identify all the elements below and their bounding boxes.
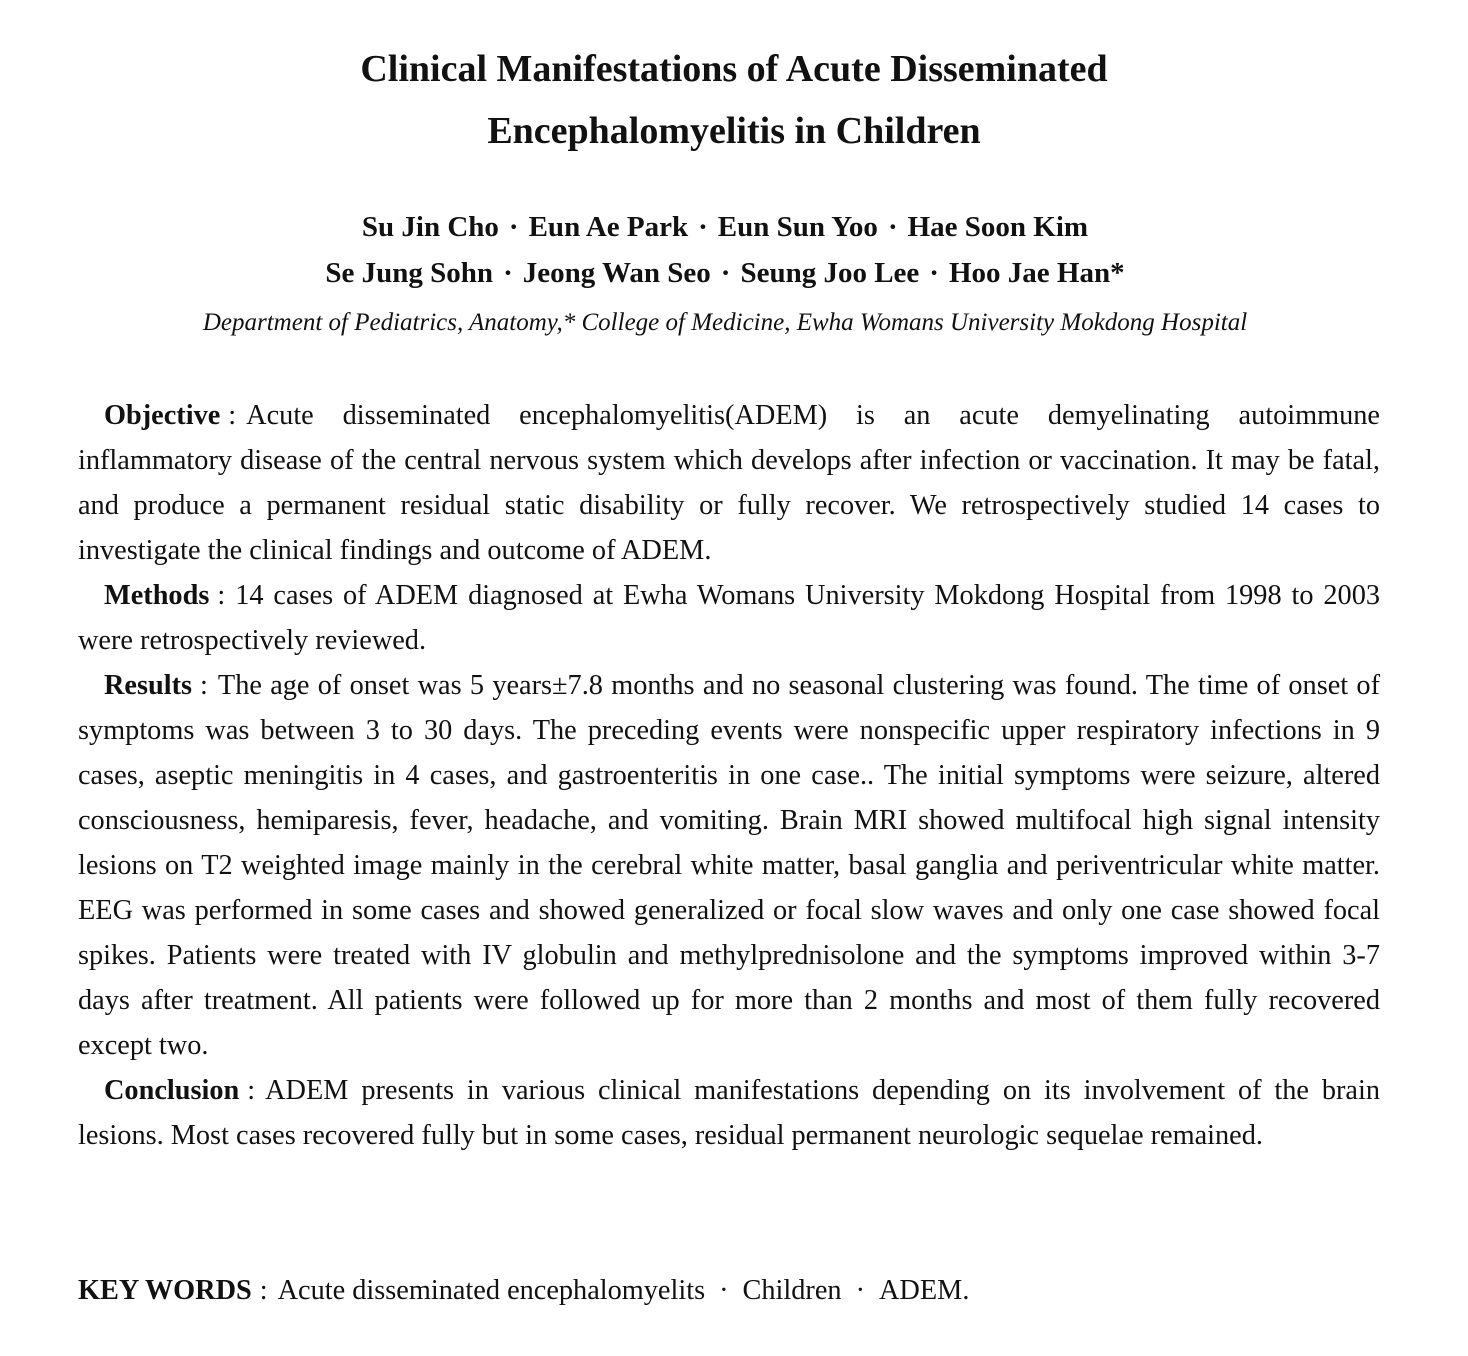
section-text: 14 cases of ADEM diagnosed at Ewha Womans University Mokdong Hospital from 1998 to 2003 were retrospectively reviewed. <box>78 580 1380 656</box>
keyword-separator: · <box>855 1275 865 1306</box>
label-colon: : <box>217 580 226 611</box>
author-name: Se Jung Sohn <box>325 257 494 289</box>
section-label: Conclusion <box>104 1075 240 1106</box>
keyword-separator: · <box>719 1275 729 1306</box>
keywords <box>78 1268 1380 1313</box>
section-label: Methods <box>104 580 210 611</box>
author-name: Eun Ae Park <box>528 211 689 243</box>
abstract-methods <box>78 573 1380 663</box>
author-name: Hoo Jae Han* <box>948 257 1125 289</box>
label-colon: : <box>200 670 208 701</box>
author-name: Seung Joo Lee <box>740 257 920 289</box>
author-separator: · <box>503 257 513 289</box>
section-label: Objective <box>104 400 221 431</box>
author-separator: · <box>508 211 519 243</box>
label-colon: : <box>228 400 237 431</box>
label-colon: : <box>247 1075 256 1106</box>
paper-title <box>0 38 1468 162</box>
section-text: The age of onset was 5 years±7.8 months and no seasonal clustering was found. The time of onset of symptoms was between 3 to 30 days. The preceding events were nonspecific upper respiratory infections in 9 cases, aseptic meningitis in 4 cases, and gastroenteritis in one case.. The initial symptoms were seizure, altered consciousness, hemiparesis, fever, headache, and vomiting. Brain MRI showed multifocal high signal intensity lesions on T2 weighted image mainly in the cerebral white matter, basal ganglia and periventricular white matter. EEG was performed in some cases and showed generalized or focal slow waves and only one case showed focal spikes. Patients were treated with IV globulin and methylprednisolone and the symptoms improved within 3-7 days after treatment. All patients were followed up for more than 2 months and most of them fully recovered except two. <box>78 670 1380 1061</box>
section-label: Results <box>104 670 193 701</box>
abstract <box>78 393 1380 1158</box>
section-text: Acute disseminated encephalomyelitis(ADEM) is an acute demyelinating autoimmune inflammatory disease of the central nervous system which develops after infection or vaccination. It may be fatal, and produce a permanent residual static disability or fully recover. We retrospectively studied 14 cases to investigate the clinical findings and outcome of ADEM. <box>78 400 1380 566</box>
author-separator: · <box>887 211 898 243</box>
title-line-1: Clinical Manifestations of Acute Disseminated <box>360 48 1108 90</box>
section-text: ADEM presents in various clinical manifestations depending on its involvement of the brain lesions. Most cases recovered fully but in some cases, residual permanent neurologic sequelae remained. <box>78 1075 1380 1151</box>
keyword: Children <box>742 1275 842 1306</box>
keyword: Acute disseminated encephalomyelits <box>277 1275 706 1306</box>
author-separator: · <box>698 211 708 243</box>
affiliation: Department of Pediatrics, Anatomy,* College of Medicine, Ewha Womans University Mokdong Hospital <box>202 309 1248 336</box>
author-name: Jeong Wan Seo <box>522 257 711 289</box>
keywords-label: KEY WORDS <box>78 1275 252 1306</box>
author-list <box>0 204 1450 296</box>
author-separator: · <box>929 257 939 289</box>
author-line-1 <box>0 204 1450 250</box>
abstract-objective <box>78 393 1380 573</box>
title-line-2: Encephalomyelitis in Children <box>487 110 981 152</box>
abstract-results <box>78 663 1380 1068</box>
keyword: ADEM. <box>879 1275 970 1306</box>
author-separator: · <box>720 257 731 289</box>
author-name: Su Jin Cho <box>361 211 499 243</box>
abstract-conclusion <box>78 1068 1380 1158</box>
author-name: Eun Sun Yoo <box>717 211 878 243</box>
label-colon: : <box>259 1275 268 1306</box>
author-name: Hae Soon Kim <box>907 211 1089 243</box>
author-line-2 <box>0 250 1450 296</box>
